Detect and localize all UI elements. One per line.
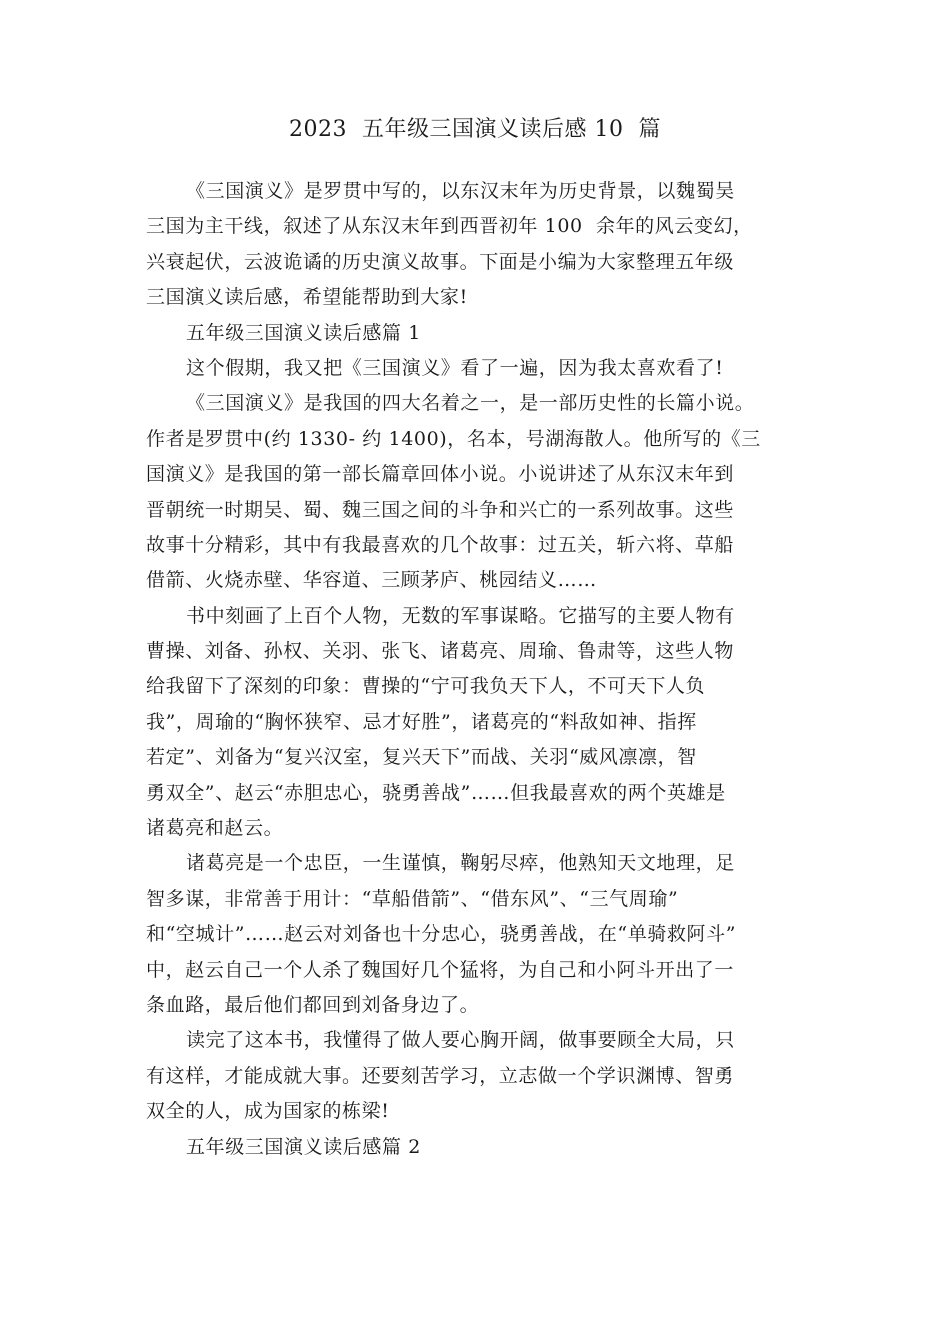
paragraph-line: 《三国演义》是我国的四大名着之一，是一部历史性的长篇小说。 bbox=[186, 392, 755, 415]
paragraph-line: 兴衰起伏，云波诡谲的历史演义故事。下面是小编为大家整理五年级 bbox=[146, 250, 735, 273]
paragraph-line: 作者是罗贯中(约 1330- 约 1400)，名本，号湖海散人。他所写的《三 bbox=[146, 427, 761, 450]
paragraph-line: 三国演义读后感，希望能帮助到大家! bbox=[146, 286, 468, 309]
paragraph-line: 条血路，最后他们都回到刘备身边了。 bbox=[146, 993, 480, 1016]
paragraph-line: 故事十分精彩，其中有我最喜欢的几个故事：过五关，斩六将、草船 bbox=[146, 533, 735, 556]
paragraph-line: 和“空城计”……赵云对刘备也十分忠心，骁勇善战，在“单骑救阿斗” bbox=[146, 923, 737, 946]
paragraph-line: 三国为主干线，叙述了从东汉末年到西晋初年 100 余年的风云变幻， bbox=[146, 215, 753, 238]
paragraph-line: 诸葛亮和赵云。 bbox=[146, 817, 284, 840]
paragraph-line: 若定”、刘备为“复兴汉室，复兴天下”而战、关羽“威风凛凛，智 bbox=[146, 746, 697, 769]
section-heading: 五年级三国演义读后感篇 2 bbox=[186, 1135, 421, 1158]
paragraph-line: 双全的人，成为国家的栋梁! bbox=[146, 1100, 390, 1123]
paragraph-line: 诸葛亮是一个忠臣，一生谨慎，鞠躬尽瘁，他熟知天文地理，足 bbox=[186, 852, 735, 875]
section-heading: 五年级三国演义读后感篇 1 bbox=[186, 321, 421, 344]
paragraph-line: 读完了这本书，我懂得了做人要心胸开阔，做事要顾全大局，只 bbox=[186, 1029, 735, 1052]
paragraph-line: 有这样，才能成就大事。还要刻苦学习，立志做一个学识渊博、智勇 bbox=[146, 1064, 735, 1087]
paragraph-line: 《三国演义》是罗贯中写的，以东汉末年为历史背景，以魏蜀吴 bbox=[186, 180, 735, 202]
paragraph-line: 中，赵云自己一个人杀了魏国好几个猛将，为自己和小阿斗开出了一 bbox=[146, 958, 735, 981]
paragraph-line: 给我留下了深刻的印象：曹操的“宁可我负天下人，不可天下人负 bbox=[146, 675, 706, 698]
paragraph-line: 勇双全”、赵云“赤胆忠心，骁勇善战”……但我最喜欢的两个英雄是 bbox=[146, 781, 726, 804]
paragraph-line: 曹操、刘备、孙权、关羽、张飞、诸葛亮、周瑜、鲁肃等，这些人物 bbox=[146, 640, 735, 663]
paragraph-line: 我”，周瑜的“胸怀狭窄、忌才好胜”，诸葛亮的“料敌如神、指挥 bbox=[146, 710, 697, 733]
paragraph-line: 书中刻画了上百个人物，无数的军事谋略。它描写的主要人物有 bbox=[186, 604, 735, 627]
paragraph-line: 这个假期，我又把《三国演义》看了一遍，因为我太喜欢看了! bbox=[186, 356, 724, 379]
paragraph-line: 晋朝统一时期吴、蜀、魏三国之间的斗争和兴亡的一系列故事。这些 bbox=[146, 498, 735, 521]
paragraph-line: 借箭、火烧赤壁、华容道、三顾茅庐、桃园结义…… bbox=[146, 569, 597, 592]
paragraph-line: 国演义》是我国的第一部长篇章回体小说。小说讲述了从东汉末年到 bbox=[146, 463, 735, 486]
document-title: 2023 五年级三国演义读后感 10 篇 bbox=[289, 117, 661, 142]
document-body bbox=[146, 174, 822, 1165]
paragraph-line: 智多谋，非常善于用计：“草船借箭”、“借东风”、“三气周瑜” bbox=[146, 887, 679, 910]
